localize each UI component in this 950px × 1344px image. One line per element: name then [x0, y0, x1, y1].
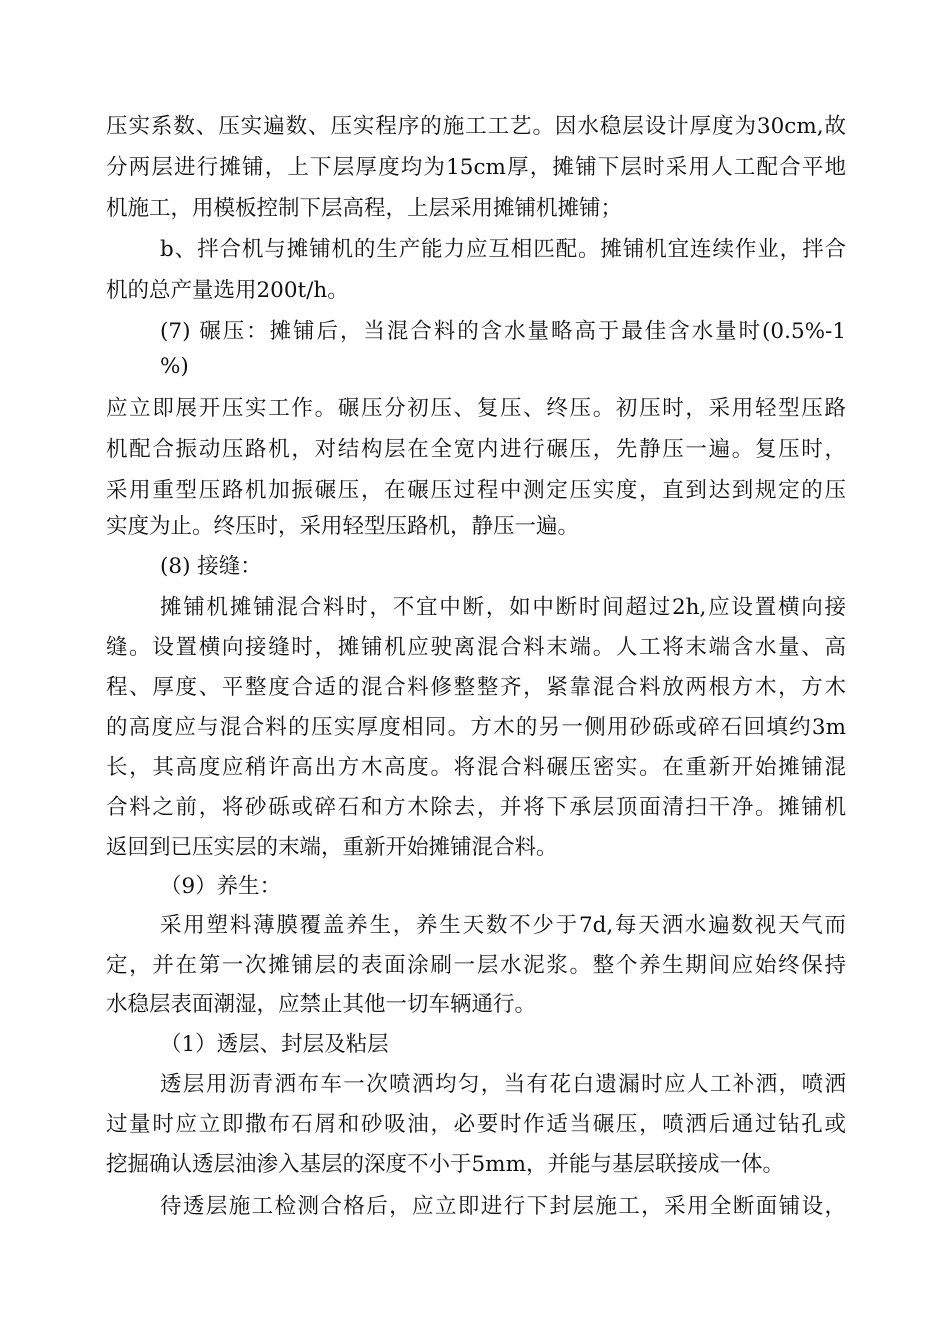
text-line: 透层用沥青洒布车一次喷洒均匀，当有花白遗漏时应人工补洒，喷洒	[160, 1072, 846, 1097]
text-line: 实度为止。终压时，采用轻型压路机，静压一遍。	[106, 514, 580, 539]
text-line: 采用重型压路机加振碾压，在碾压过程中测定压实度，直到达到规定的压	[106, 478, 846, 503]
text-line: 的高度应与混合料的压实厚度相同。方木的另一侧用砂砾或碎石回填约3m	[106, 715, 846, 740]
text-line: 摊铺机摊铺混合料时，不宜中断，如中断时间超过2h,应设置横向接	[160, 595, 846, 620]
section-heading: (8) 接缝：	[160, 554, 262, 579]
text-line: b、拌合机与摊铺机的生产能力应互相匹配。摊铺机宜连续作业，拌合	[160, 237, 846, 262]
text-line: %)	[160, 354, 189, 379]
text-line: 采用塑料薄膜覆盖养生，养生天数不少于7d,每天洒水遍数视天气而	[160, 913, 846, 938]
section-heading: （9）养生：	[160, 874, 282, 899]
text-line: 机施工，用模板控制下层高程，上层采用摊铺机摊铺；	[106, 196, 623, 221]
text-line: 应立即展开压实工作。碾压分初压、复压、终压。初压时，采用轻型压路	[106, 396, 846, 421]
text-line: 挖掘确认透层油渗入基层的深度不小于5mm，并能与基层联接成一体。	[106, 1152, 784, 1177]
text-line: 程、厚度、平整度合适的混合料修整整齐，紧靠混合料放两根方木，方木	[106, 675, 846, 700]
text-line: 长，其高度应稍许高出方木高度。将混合料碾压密实。在重新开始摊铺混	[106, 755, 846, 780]
text-line: 水稳层表面潮湿，应禁止其他一切车辆通行。	[106, 992, 537, 1017]
text-line: 待透层施工检测合格后，应立即进行下封层施工，采用全断面铺设，	[160, 1194, 846, 1219]
text-line: 机的总产量选用200t/h。	[106, 278, 349, 303]
text-line: (7) 碾压：摊铺后，当混合料的含水量略高于最佳含水量时(0.5%-1	[160, 319, 846, 344]
text-line: 机配合振动压路机，对结构层在全宽内进行碾压，先静压一遍。复压时，	[106, 437, 846, 462]
text-line: 返回到已压实层的末端，重新开始摊铺混合料。	[106, 835, 558, 860]
text-line: 过量时应立即撒布石屑和砂吸油，必要时作适当碾压，喷洒后通过钻孔或	[106, 1112, 846, 1137]
text-line: 压实系数、压实遍数、压实程序的施工工艺。因水稳层设计厚度为30cm,故	[106, 114, 846, 139]
text-line: 分两层进行摊铺，上下层厚度均为15cm厚，摊铺下层时采用人工配合平地	[106, 155, 846, 180]
text-line: 缝。设置横向接缝时，摊铺机应驶离混合料末端。人工将末端含水量、高	[106, 635, 846, 660]
text-line: 定，并在第一次摊铺层的表面涂刷一层水泥浆。整个养生期间应始终保持	[106, 953, 846, 978]
section-heading: （1）透层、封层及粘层	[160, 1032, 389, 1057]
text-line: 合料之前，将砂砾或碎石和方木除去，并将下承层顶面清扫干净。摊铺机	[106, 795, 846, 820]
